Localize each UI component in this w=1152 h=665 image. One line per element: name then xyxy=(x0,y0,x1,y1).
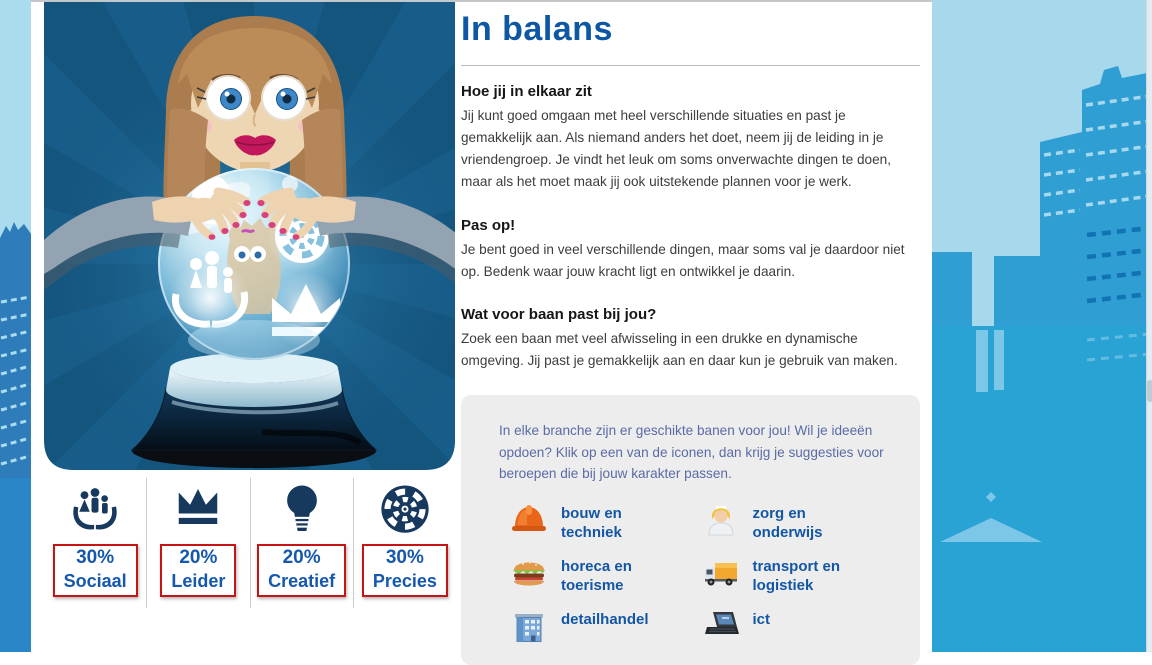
trait-sociaal xyxy=(44,478,146,608)
trait-leider xyxy=(146,478,249,608)
trait-label: Creatief xyxy=(268,570,336,591)
hardhat-icon xyxy=(511,503,547,535)
trait-percent: 30% xyxy=(76,547,115,568)
branch-label: zorg en onderwijs xyxy=(752,504,823,542)
trait-highlight-box[interactable] xyxy=(362,544,448,597)
trait-percent: 30% xyxy=(385,547,424,568)
building-icon xyxy=(511,609,547,643)
dartboard-icon xyxy=(377,481,433,539)
page-title: In balans xyxy=(461,10,613,48)
branch-label: detailhandel xyxy=(561,610,649,628)
branch-item-ict[interactable] xyxy=(703,609,891,643)
title-divider xyxy=(461,65,920,66)
section-heading-warning: Pas op! xyxy=(461,216,516,234)
branch-item-horeca-en-toerisme[interactable] xyxy=(511,556,699,596)
trait-percent: 20% xyxy=(282,547,321,568)
section-heading-job: Wat voor baan past bij jou? xyxy=(461,305,657,323)
hands-family-icon xyxy=(67,481,123,539)
trait-percent: 20% xyxy=(179,547,218,568)
branch-intro-text: In elke branche zijn er geschikte banen voor jou! Wil je ideeën opdoen? Klik op een van de iconen, dan krijg je suggesties voor beroepen die bij jouw karakter passen. xyxy=(499,423,884,482)
trait-label: Sociaal xyxy=(63,570,127,591)
trait-highlight-box[interactable] xyxy=(160,544,236,597)
trait-label: Leider xyxy=(171,570,226,591)
branch-grid xyxy=(491,503,890,643)
section-heading-character: Hoe jij in elkaar zit xyxy=(461,83,592,100)
laptop-icon xyxy=(703,609,739,639)
branch-label: bouw en techniek xyxy=(561,504,622,542)
trait-highlight-box[interactable] xyxy=(257,544,346,597)
section-body-warning: Je bent goed in veel verschillende dingen, maar soms val je daardoor niet op. Bedenk waar jouw kracht ligt en ontwikkel je daarin. xyxy=(461,241,905,279)
scrollbar[interactable] xyxy=(1146,0,1152,652)
branch-item-bouw-en-techniek[interactable] xyxy=(511,503,699,543)
branch-item-transport-en-logistiek[interactable] xyxy=(703,556,891,596)
trait-precies xyxy=(353,478,456,608)
fortune-teller-illustration xyxy=(44,2,455,470)
trait-label: Precies xyxy=(372,570,437,591)
trait-results xyxy=(44,478,456,608)
truck-icon xyxy=(703,556,739,587)
result-content xyxy=(461,10,920,665)
trait-creatief xyxy=(250,478,353,608)
branch-label: ict xyxy=(752,610,771,628)
nurse-icon xyxy=(703,503,739,537)
branch-item-detailhandel[interactable] xyxy=(511,609,699,643)
right-city-decoration xyxy=(932,0,1152,652)
branch-item-zorg-en-onderwijs[interactable] xyxy=(703,503,891,543)
section-body-character: Jij kunt goed omgaan met heel verschillende situaties en past je gemakkelijk aan. Als niemand anders het doet, neem jij de leiding in je vriendengroep. Je vindt het leuk om soms onverwachte dingen te doen, maar als het moet maak jij ook uitstekende plannen voor je werk. xyxy=(461,108,891,190)
crown-icon xyxy=(170,481,226,539)
left-city-decoration xyxy=(0,0,31,652)
section-body-job: Zoek een baan met veel afwisseling in een drukke en dynamische omgeving. Jij past je gemakkelijk aan en daar kun je gebruik van maken. xyxy=(461,330,898,369)
branch-label: horeca en toerisme xyxy=(561,557,632,595)
trait-highlight-box[interactable] xyxy=(53,544,138,597)
branch-label: transport en logistiek xyxy=(752,557,841,595)
scrollbar-thumb[interactable] xyxy=(1147,380,1152,402)
branch-suggestion-box xyxy=(461,395,920,664)
lightbulb-icon xyxy=(274,481,330,539)
hamburger-icon xyxy=(511,556,547,588)
